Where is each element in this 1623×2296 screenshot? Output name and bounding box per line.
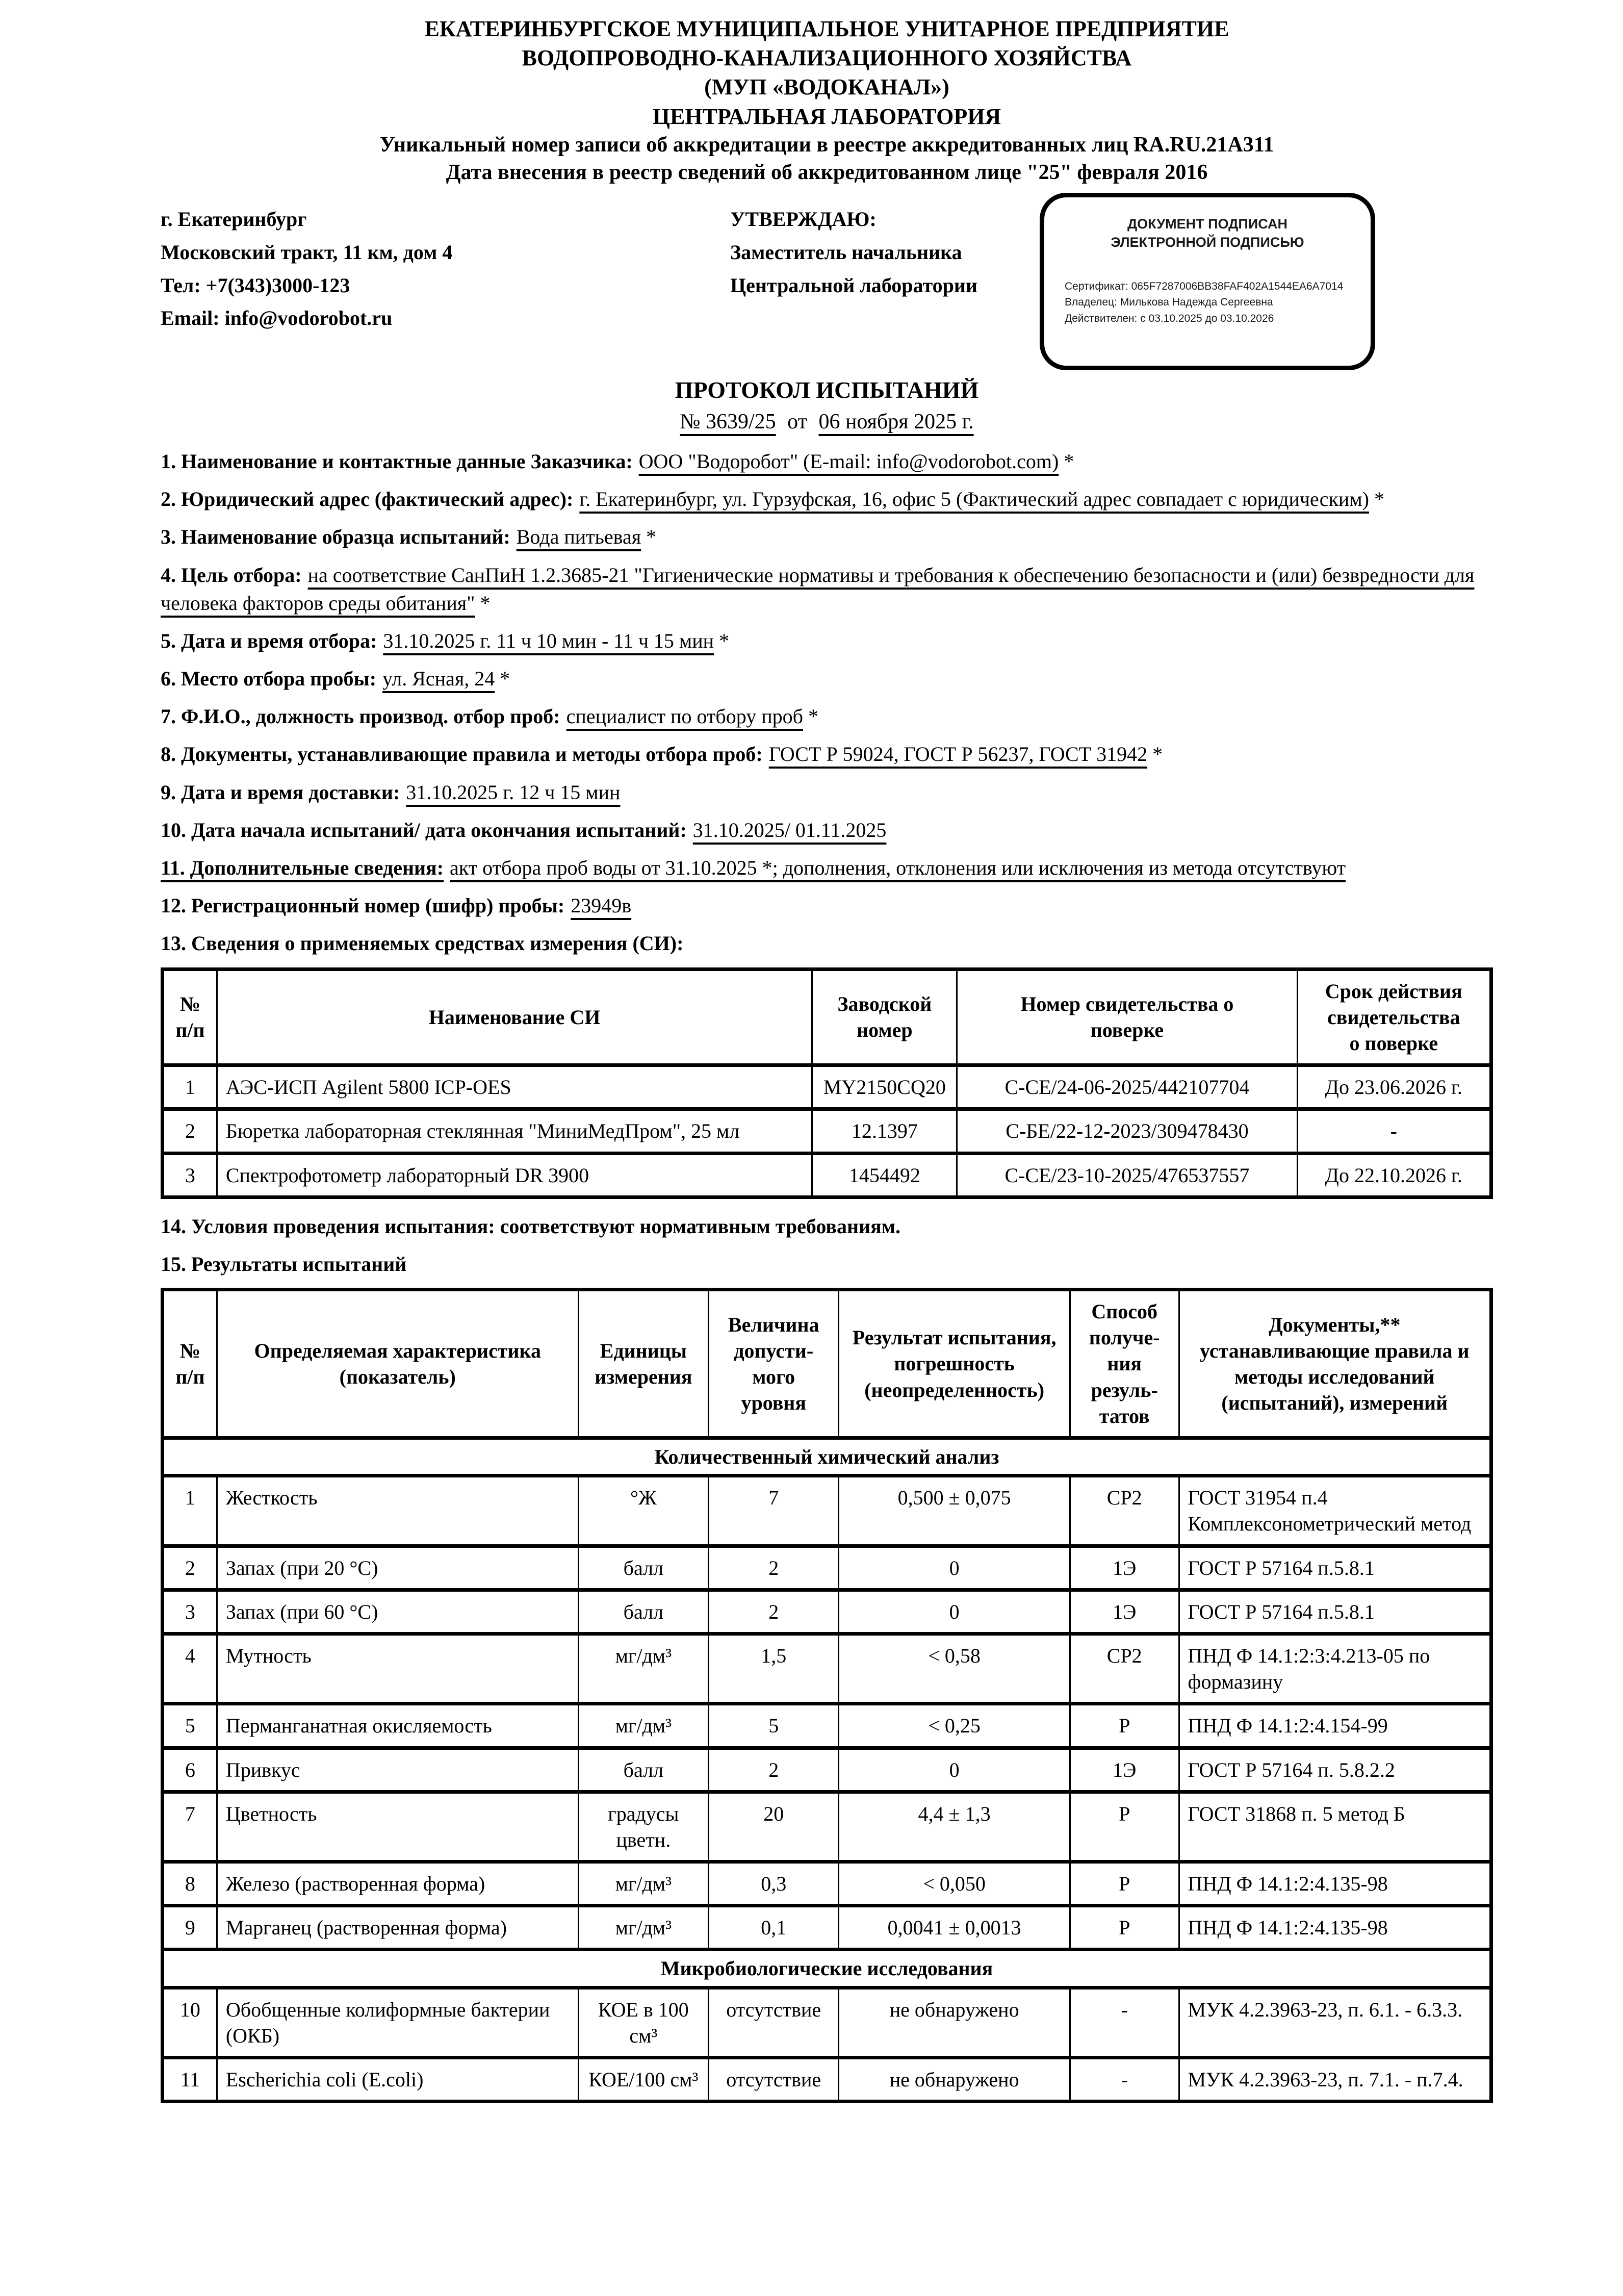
org-name-line-1: ЕКАТЕРИНБУРГСКОЕ МУНИЦИПАЛЬНОЕ УНИТАРНОЕ ПРЕДПРИЯТИЕ	[424, 16, 1229, 41]
section-chemical-analysis	[163, 1438, 1491, 1476]
cell: ПНД Ф 14.1:2:3:4.213-05 по формазину	[1179, 1634, 1491, 1703]
contact-street: Московский тракт, 11 км, дом 4	[161, 240, 453, 264]
cell: 5	[709, 1704, 839, 1748]
cell: МУК 4.2.3963-23, п. 6.1. - 6.3.3.	[1179, 1987, 1491, 2057]
protocol-date: 06 ноября 2025 г.	[818, 410, 974, 433]
cell: Запах (при 20 °С)	[217, 1546, 578, 1590]
cell: не обнаружено	[839, 2058, 1070, 2102]
cell: 0,0041 ± 0,0013	[839, 1906, 1070, 1950]
cell: ГОСТ Р 57164 п. 5.8.2.2	[1179, 1748, 1491, 1792]
cell: КОЕ в 100 см³	[578, 1987, 708, 2057]
cell: MY2150CQ20	[812, 1065, 957, 1109]
cell: 0,1	[709, 1906, 839, 1950]
contact-email: Email: info@vodorobot.ru	[161, 307, 393, 330]
stamp-owner: Владелец: Милькова Надежда Сергеевна	[1065, 296, 1273, 309]
approval-line-3: Центральной лаборатории	[730, 273, 977, 297]
cell: 1Э	[1070, 1546, 1179, 1590]
cell: 12.1397	[812, 1109, 957, 1153]
stamp-validity: Действителен: с 03.10.2025 до 03.10.2026	[1065, 312, 1274, 324]
cell: -	[1070, 1987, 1179, 2057]
cell: 1,5	[709, 1634, 839, 1703]
electronic-signature-stamp	[1040, 193, 1375, 370]
cell: ГОСТ Р 57164 п.5.8.1	[1179, 1590, 1491, 1634]
cell: < 0,58	[839, 1634, 1070, 1703]
cell: 9	[163, 1906, 217, 1950]
table-row	[163, 1476, 1491, 1546]
field-test-conditions: 14. Условия проведения испытания: соответствуют нормативным требованиям.	[161, 1214, 900, 1238]
cell: Escherichia coli (E.coli)	[217, 2058, 578, 2102]
cell: КОЕ/100 см³	[578, 2058, 708, 2102]
cell: Железо (растворенная форма)	[217, 1862, 578, 1906]
cell: мг/дм³	[578, 1906, 708, 1950]
cell: Бюретка лабораторная стеклянная "МиниМедПром", 25 мл	[217, 1109, 812, 1153]
field-registration-number: 12. Регистрационный номер (шифр) пробы: 23949в	[161, 894, 632, 917]
table-row	[163, 1590, 1491, 1634]
protocol-title: ПРОТОКОЛ ИСПЫТАНИЙ	[675, 376, 979, 403]
stamp-details	[1065, 278, 1350, 327]
field-customer: 1. Наименование и контактные данные Заказчика: ООО "Водоробот" (E-mail: info@vodorobot.com) *	[161, 449, 1074, 473]
stamp-title-line-2: ЭЛЕКТРОННОЙ ПОДПИСЬЮ	[1111, 235, 1304, 250]
section-microbiology	[163, 1950, 1491, 1987]
cell: не обнаружено	[839, 1987, 1070, 2057]
cell: ГОСТ 31868 п. 5 метод Б	[1179, 1792, 1491, 1861]
section-title: Количественный химический анализ	[163, 1438, 1491, 1476]
stamp-title	[1065, 215, 1350, 252]
cell: ПНД Ф 14.1:2:4.135-98	[1179, 1906, 1491, 1950]
res-col-num: № п/п	[163, 1290, 217, 1438]
cell: балл	[578, 1748, 708, 1792]
cell: Жесткость	[217, 1476, 578, 1546]
cell: мг/дм³	[578, 1704, 708, 1748]
table-row	[163, 1906, 1491, 1950]
cell: 2	[163, 1109, 217, 1153]
cell: Р	[1070, 1906, 1179, 1950]
stamp-certificate: Сертификат: 065F7287006BB38FAF402A1544EA6A7014	[1065, 280, 1344, 292]
org-header	[161, 14, 1493, 187]
cell: 8	[163, 1862, 217, 1906]
measuring-instruments-table	[161, 967, 1493, 1199]
header-row	[161, 200, 1493, 368]
si-col-serial: Заводской номер	[812, 969, 957, 1065]
cell: Привкус	[217, 1748, 578, 1792]
cell: АЭС-ИСП Agilent 5800 ICP-OES	[217, 1065, 812, 1109]
cell: С-СЕ/23-10-2025/476537557	[957, 1153, 1297, 1197]
si-col-num: № п/п	[163, 969, 217, 1065]
contact-city: г. Екатеринбург	[161, 207, 307, 231]
cell: 1454492	[812, 1153, 957, 1197]
cell: Р	[1070, 1862, 1179, 1906]
cell: МУК 4.2.3963-23, п. 7.1. - п.7.4.	[1179, 2058, 1491, 2102]
org-name-line-4: ЦЕНТРАЛЬНАЯ ЛАБОРАТОРИЯ	[652, 104, 1001, 129]
table-row	[163, 1065, 1491, 1109]
field-sampling-place: 6. Место отбора пробы: ул. Ясная, 24 *	[161, 667, 510, 691]
cell: балл	[578, 1590, 708, 1634]
cell: 1Э	[1070, 1590, 1179, 1634]
res-col-result: Результат испытания, погрешность (неопределенность)	[839, 1290, 1070, 1438]
approval-line-2: Заместитель начальника	[730, 240, 962, 264]
field-sampler-name: 7. Ф.И.О., должность производ. отбор проб: специалист по отбору проб *	[161, 705, 818, 728]
cell: 0	[839, 1590, 1070, 1634]
cell: < 0,050	[839, 1862, 1070, 1906]
accreditation-number-line: Уникальный номер записи об аккредитации в реестре аккредитованных лиц RA.RU.21A311	[379, 133, 1274, 157]
field-sampling-datetime: 5. Дата и время отбора: 31.10.2025 г. 11 ч 10 мин - 11 ч 15 мин *	[161, 629, 730, 652]
results-header-row	[163, 1290, 1491, 1438]
protocol-of: от	[787, 410, 807, 433]
field-sample-name: 3. Наименование образца испытаний: Вода питьевая *	[161, 525, 657, 549]
si-header-row	[163, 969, 1491, 1065]
cell: 1	[163, 1065, 217, 1109]
approval-block	[730, 203, 977, 302]
cell: 0	[839, 1546, 1070, 1590]
cell: отсутствие	[709, 2058, 839, 2102]
protocol-number: № 3639/25	[680, 410, 776, 433]
table-row	[163, 1862, 1491, 1906]
table-row	[163, 1153, 1491, 1197]
cell: 1	[163, 1476, 217, 1546]
field-additional-info: 11. Дополнительные сведения: акт отбора проб воды от 31.10.2025 *; дополнения, отклонения или исключения из метода отсутствуют	[161, 856, 1346, 879]
section-title: Микробиологические исследования	[163, 1950, 1491, 1987]
cell: С-СЕ/24-06-2025/442107704	[957, 1065, 1297, 1109]
cell: 3	[163, 1153, 217, 1197]
cell: -	[1297, 1109, 1491, 1153]
res-col-method-type: Способ получе- ния резуль- татов	[1070, 1290, 1179, 1438]
table-row	[163, 1792, 1491, 1861]
cell: 4,4 ± 1,3	[839, 1792, 1070, 1861]
cell: 7	[709, 1476, 839, 1546]
cell: ГОСТ Р 57164 п.5.8.1	[1179, 1546, 1491, 1590]
cell: До 23.06.2026 г.	[1297, 1065, 1491, 1109]
cell: отсутствие	[709, 1987, 839, 2057]
field-si-heading: 13. Сведения о применяемых средствах измерения (СИ):	[161, 932, 684, 955]
accreditation-date-line: Дата внесения в реестр сведений об аккредитованном лице "25" февраля 2016	[446, 161, 1208, 185]
cell: 0,500 ± 0,075	[839, 1476, 1070, 1546]
table-row	[163, 1704, 1491, 1748]
cell: Р	[1070, 1704, 1179, 1748]
si-col-certificate: Номер свидетельства о поверке	[957, 969, 1297, 1065]
si-col-name: Наименование СИ	[217, 969, 812, 1065]
cell: Мутность	[217, 1634, 578, 1703]
cell: 2	[163, 1546, 217, 1590]
cell: 7	[163, 1792, 217, 1861]
cell: ПНД Ф 14.1:2:4.154-99	[1179, 1704, 1491, 1748]
res-col-units: Единицы измерения	[578, 1290, 708, 1438]
cell: Перманганатная окисляемость	[217, 1704, 578, 1748]
table-row	[163, 1634, 1491, 1703]
table-row	[163, 1546, 1491, 1590]
res-col-characteristic: Определяемая характеристика (показатель)	[217, 1290, 578, 1438]
cell: мг/дм³	[578, 1862, 708, 1906]
test-results-table	[161, 1288, 1493, 2103]
org-name-line-2: ВОДОПРОВОДНО-КАНАЛИЗАЦИОННОГО ХОЗЯЙСТВА	[522, 45, 1132, 71]
cell: -	[1070, 2058, 1179, 2102]
cell: 1Э	[1070, 1748, 1179, 1792]
si-col-validity: Срок действия свидетельства о поверке	[1297, 969, 1491, 1065]
res-col-documents: Документы,** устанавливающие правила и методы исследований (испытаний), измерений	[1179, 1290, 1491, 1438]
cell: 2	[709, 1748, 839, 1792]
cell: 0	[839, 1748, 1070, 1792]
protocol-number-line	[161, 410, 1493, 434]
cell: градусы цветн.	[578, 1792, 708, 1861]
cell: Марганец (растворенная форма)	[217, 1906, 578, 1950]
cell: 0,3	[709, 1862, 839, 1906]
table-row	[163, 1987, 1491, 2057]
cell: 2	[709, 1546, 839, 1590]
cell: балл	[578, 1546, 708, 1590]
cell: < 0,25	[839, 1704, 1070, 1748]
approval-line-1: УТВЕРЖДАЮ:	[730, 207, 877, 231]
cell: 6	[163, 1748, 217, 1792]
table-row	[163, 2058, 1491, 2102]
cell: 3	[163, 1590, 217, 1634]
org-name-line-3: (МУП «ВОДОКАНАЛ»)	[704, 74, 949, 100]
cell: СР2	[1070, 1634, 1179, 1703]
cell: ГОСТ 31954 п.4 Комплексонометрический метод	[1179, 1476, 1491, 1546]
cell: °Ж	[578, 1476, 708, 1546]
cell: Р	[1070, 1792, 1179, 1861]
cell: Цветность	[217, 1792, 578, 1861]
cell: 4	[163, 1634, 217, 1703]
cell: ПНД Ф 14.1:2:4.135-98	[1179, 1862, 1491, 1906]
contact-phone: Тел: +7(343)3000-123	[161, 273, 350, 297]
field-delivery-datetime: 9. Дата и время доставки: 31.10.2025 г. 12 ч 15 мин	[161, 780, 621, 804]
field-results-heading: 15. Результаты испытаний	[161, 1252, 407, 1275]
cell: 5	[163, 1704, 217, 1748]
contact-block	[161, 203, 452, 335]
table-row	[163, 1748, 1491, 1792]
field-legal-address: 2. Юридический адрес (фактический адрес): г. Екатеринбург, ул. Гурзуфская, 16, офис 5 (Фактический адрес совпадает с юридическим) *	[161, 488, 1384, 511]
field-test-dates: 10. Дата начала испытаний/ дата окончания испытаний: 31.10.2025/ 01.11.2025	[161, 818, 887, 841]
stamp-title-line-1: ДОКУМЕНТ ПОДПИСАН	[1127, 216, 1288, 232]
cell: Запах (при 60 °С)	[217, 1590, 578, 1634]
cell: До 22.10.2026 г.	[1297, 1153, 1491, 1197]
cell: Спектрофотометр лабораторный DR 3900	[217, 1153, 812, 1197]
cell: 2	[709, 1590, 839, 1634]
cell: Обобщенные колиформные бактерии (ОКБ)	[217, 1987, 578, 2057]
cell: 10	[163, 1987, 217, 2057]
field-sampling-documents: 8. Документы, устанавливающие правила и методы отбора проб: ГОСТ Р 59024, ГОСТ Р 56237, ГОСТ 31942 *	[161, 743, 1163, 766]
cell: 20	[709, 1792, 839, 1861]
cell: С-БЕ/22-12-2023/309478430	[957, 1109, 1297, 1153]
cell: мг/дм³	[578, 1634, 708, 1703]
cell: 11	[163, 2058, 217, 2102]
cell: СР2	[1070, 1476, 1179, 1546]
field-sampling-purpose: 4. Цель отбора: на соответствие СанПиН 1.2.3685-21 "Гигиенические нормативы и требования к обеспечению безопасности и (или) безвредности для человека факторов среды обитания" *	[161, 563, 1475, 615]
table-row	[163, 1109, 1491, 1153]
res-col-limit: Величина допусти- мого уровня	[709, 1290, 839, 1438]
